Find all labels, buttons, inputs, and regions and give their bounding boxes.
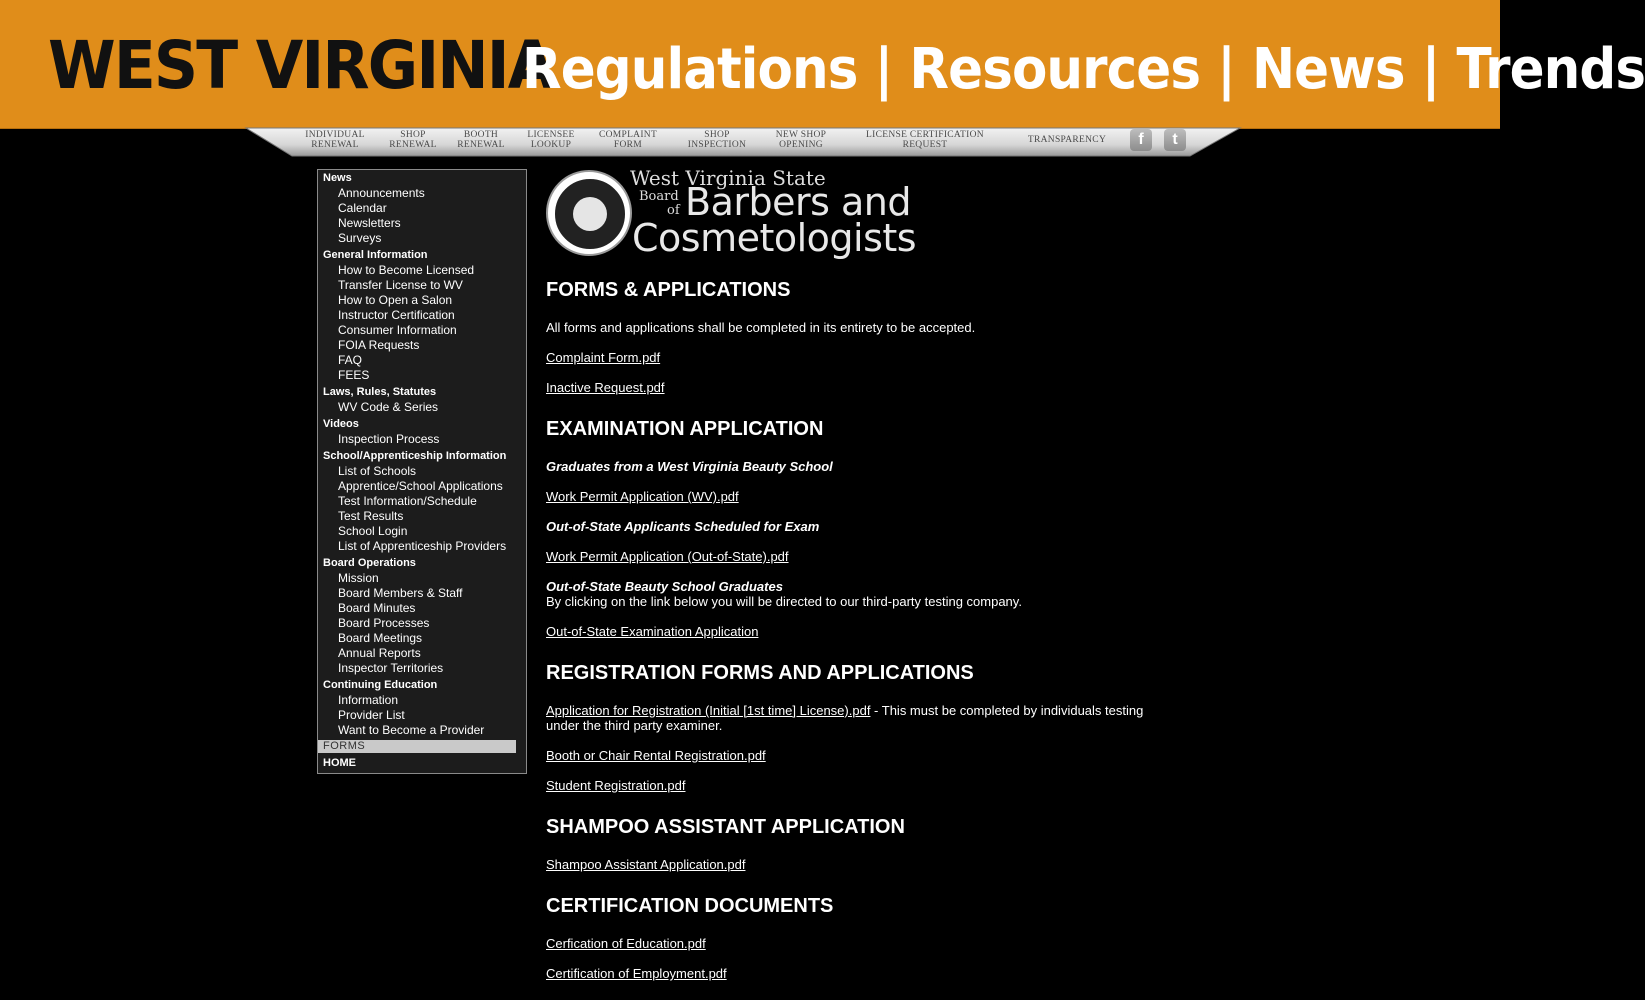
sidebar-section-heading[interactable]: Laws, Rules, Statutes [323,386,437,398]
logo-board-word: Board [639,189,679,204]
work-permit-wv-link[interactable]: Work Permit Application (WV).pdf [546,489,739,504]
sidebar-link[interactable]: Apprentice/School Applications [338,479,503,493]
nav-items [246,128,1246,158]
nav-item-2[interactable]: BOOTH RENEWAL [457,130,505,150]
sidebar-link[interactable]: How to Open a Salon [338,293,453,307]
logo-of-word: of [667,203,680,218]
facebook-icon[interactable]: f [1130,129,1152,151]
registration-initial-note: - This must be completed by individuals testing under the third party examiner. [546,703,1144,733]
sidebar-section-heading[interactable]: Continuing Education [323,679,438,691]
sidebar-link[interactable]: Board Meetings [338,631,423,645]
inactive-request-link[interactable]: Inactive Request.pdf [546,380,665,395]
twitter-icon[interactable]: t [1164,129,1186,151]
exam-subheading-wv: Graduates from a West Virginia Beauty School [546,459,833,474]
banner-tagline: Regulations | Resources | News | Trends [522,37,1645,102]
top-nav [246,128,1246,158]
sidebar-forms-active[interactable] [318,740,516,753]
nav-item-4[interactable]: COMPLAINT FORM [598,130,658,150]
sidebar-link[interactable]: Want to Become a Provider [338,723,485,737]
exam-subheading-graduates: Out-of-State Beauty School Graduates [546,579,783,594]
sidebar-link[interactable]: Surveys [338,231,382,245]
nav-item-8[interactable]: TRANSPARENCY [1027,135,1107,145]
sidebar-link[interactable]: Test Results [338,509,404,523]
board-logo [546,166,926,266]
nav-item-5[interactable]: SHOP INSPECTION [687,130,747,150]
sidebar-link[interactable]: Board Processes [338,616,430,630]
exam-third-party-note: By clicking on the link below you will be directed to our third-party testing company. [546,594,1022,609]
sidebar-section-heading[interactable]: General Information [323,249,428,261]
sidebar-link[interactable]: WV Code & Series [338,400,439,414]
work-permit-out-of-state-link[interactable]: Work Permit Application (Out-of-State).pdf [546,549,789,564]
sidebar-link[interactable]: FEES [338,368,370,382]
sidebar-link[interactable]: Mission [338,571,379,585]
sidebar-link[interactable]: School Login [338,524,408,538]
sidebar-section-heading[interactable]: Board Operations [323,557,416,569]
sidebar-link[interactable]: Information [338,693,399,707]
sidebar-link[interactable]: Inspection Process [338,432,440,446]
sidebar-link[interactable]: Consumer Information [338,323,457,337]
certification-heading: CERTIFICATION DOCUMENTS [546,895,834,917]
top-banner [0,0,1645,129]
shampoo-heading: SHAMPOO ASSISTANT APPLICATION [546,816,905,838]
nav-item-6[interactable]: NEW SHOP OPENING [775,130,827,150]
banner-state-name: WEST VIRGINIA [48,27,554,104]
complaint-form-link[interactable]: Complaint Form.pdf [546,350,661,365]
sidebar-link[interactable]: FAQ [338,353,363,367]
sidebar-link[interactable]: How to Become Licensed [338,263,475,277]
sidebar-menu [317,169,527,774]
forms-heading: FORMS & APPLICATIONS [546,279,791,301]
sidebar-link[interactable]: Board Members & Staff [338,586,463,600]
sidebar-link[interactable]: List of Schools [338,464,417,478]
student-registration-link[interactable]: Student Registration.pdf [546,778,686,793]
exam-heading: EXAMINATION APPLICATION [546,418,824,440]
sidebar-section-heading[interactable]: Videos [323,418,359,430]
nav-item-0[interactable]: INDIVIDUAL RENEWAL [305,130,365,150]
sidebar-forms-label: FORMS [323,740,366,752]
exam-subheading-out-of-state: Out-of-State Applicants Scheduled for Exam [546,519,820,534]
registration-heading: REGISTRATION FORMS AND APPLICATIONS [546,662,974,684]
nav-item-7[interactable]: LICENSE CERTIFICATION REQUEST [866,130,984,150]
shampoo-application-link[interactable]: Shampoo Assistant Application.pdf [546,857,746,872]
sidebar-section-heading[interactable]: News [323,172,352,184]
sidebar-link[interactable]: Test Information/Schedule [338,494,477,508]
nav-item-1[interactable]: SHOP RENEWAL [389,130,437,150]
forms-intro: All forms and applications shall be completed in its entirety to be accepted. [546,320,976,335]
logo-state-line: West Virginia State [630,166,826,190]
sidebar-link[interactable]: Calendar [338,201,387,215]
sidebar-link[interactable]: FOIA Requests [338,338,420,352]
sidebar-home-link[interactable]: HOME [323,757,356,769]
certification-education-link[interactable]: Cerfication of Education.pdf [546,936,706,951]
sidebar-link[interactable]: Provider List [338,708,405,722]
nav-item-3[interactable]: LICENSEE LOOKUP [527,130,575,150]
sidebar-link[interactable]: Annual Reports [338,646,421,660]
sidebar-link[interactable]: Announcements [338,186,425,200]
booth-rental-link[interactable]: Booth or Chair Rental Registration.pdf [546,748,766,763]
sidebar-link[interactable]: Board Minutes [338,601,416,615]
certification-employment-link[interactable]: Certification of Employment.pdf [546,966,727,981]
sidebar-link[interactable]: Newsletters [338,216,401,230]
sidebar-link[interactable]: Inspector Territories [338,661,444,675]
state-seal-icon [546,170,632,256]
sidebar-section-heading[interactable]: School/Apprenticeship Information [323,450,507,462]
out-of-state-exam-link[interactable]: Out-of-State Examination Application [546,624,759,639]
sidebar-link[interactable]: List of Apprenticeship Providers [338,539,507,553]
logo-barbers-line: Barbers and [685,180,911,224]
logo-cosmetologists-line: Cosmetologists [632,216,917,260]
registration-initial-link[interactable]: Application for Registration (Initial [1st time] License).pdf [546,703,871,718]
sidebar-link[interactable]: Transfer License to WV [338,278,463,292]
sidebar-link[interactable]: Instructor Certification [338,308,455,322]
registration-initial-item [546,703,1166,733]
